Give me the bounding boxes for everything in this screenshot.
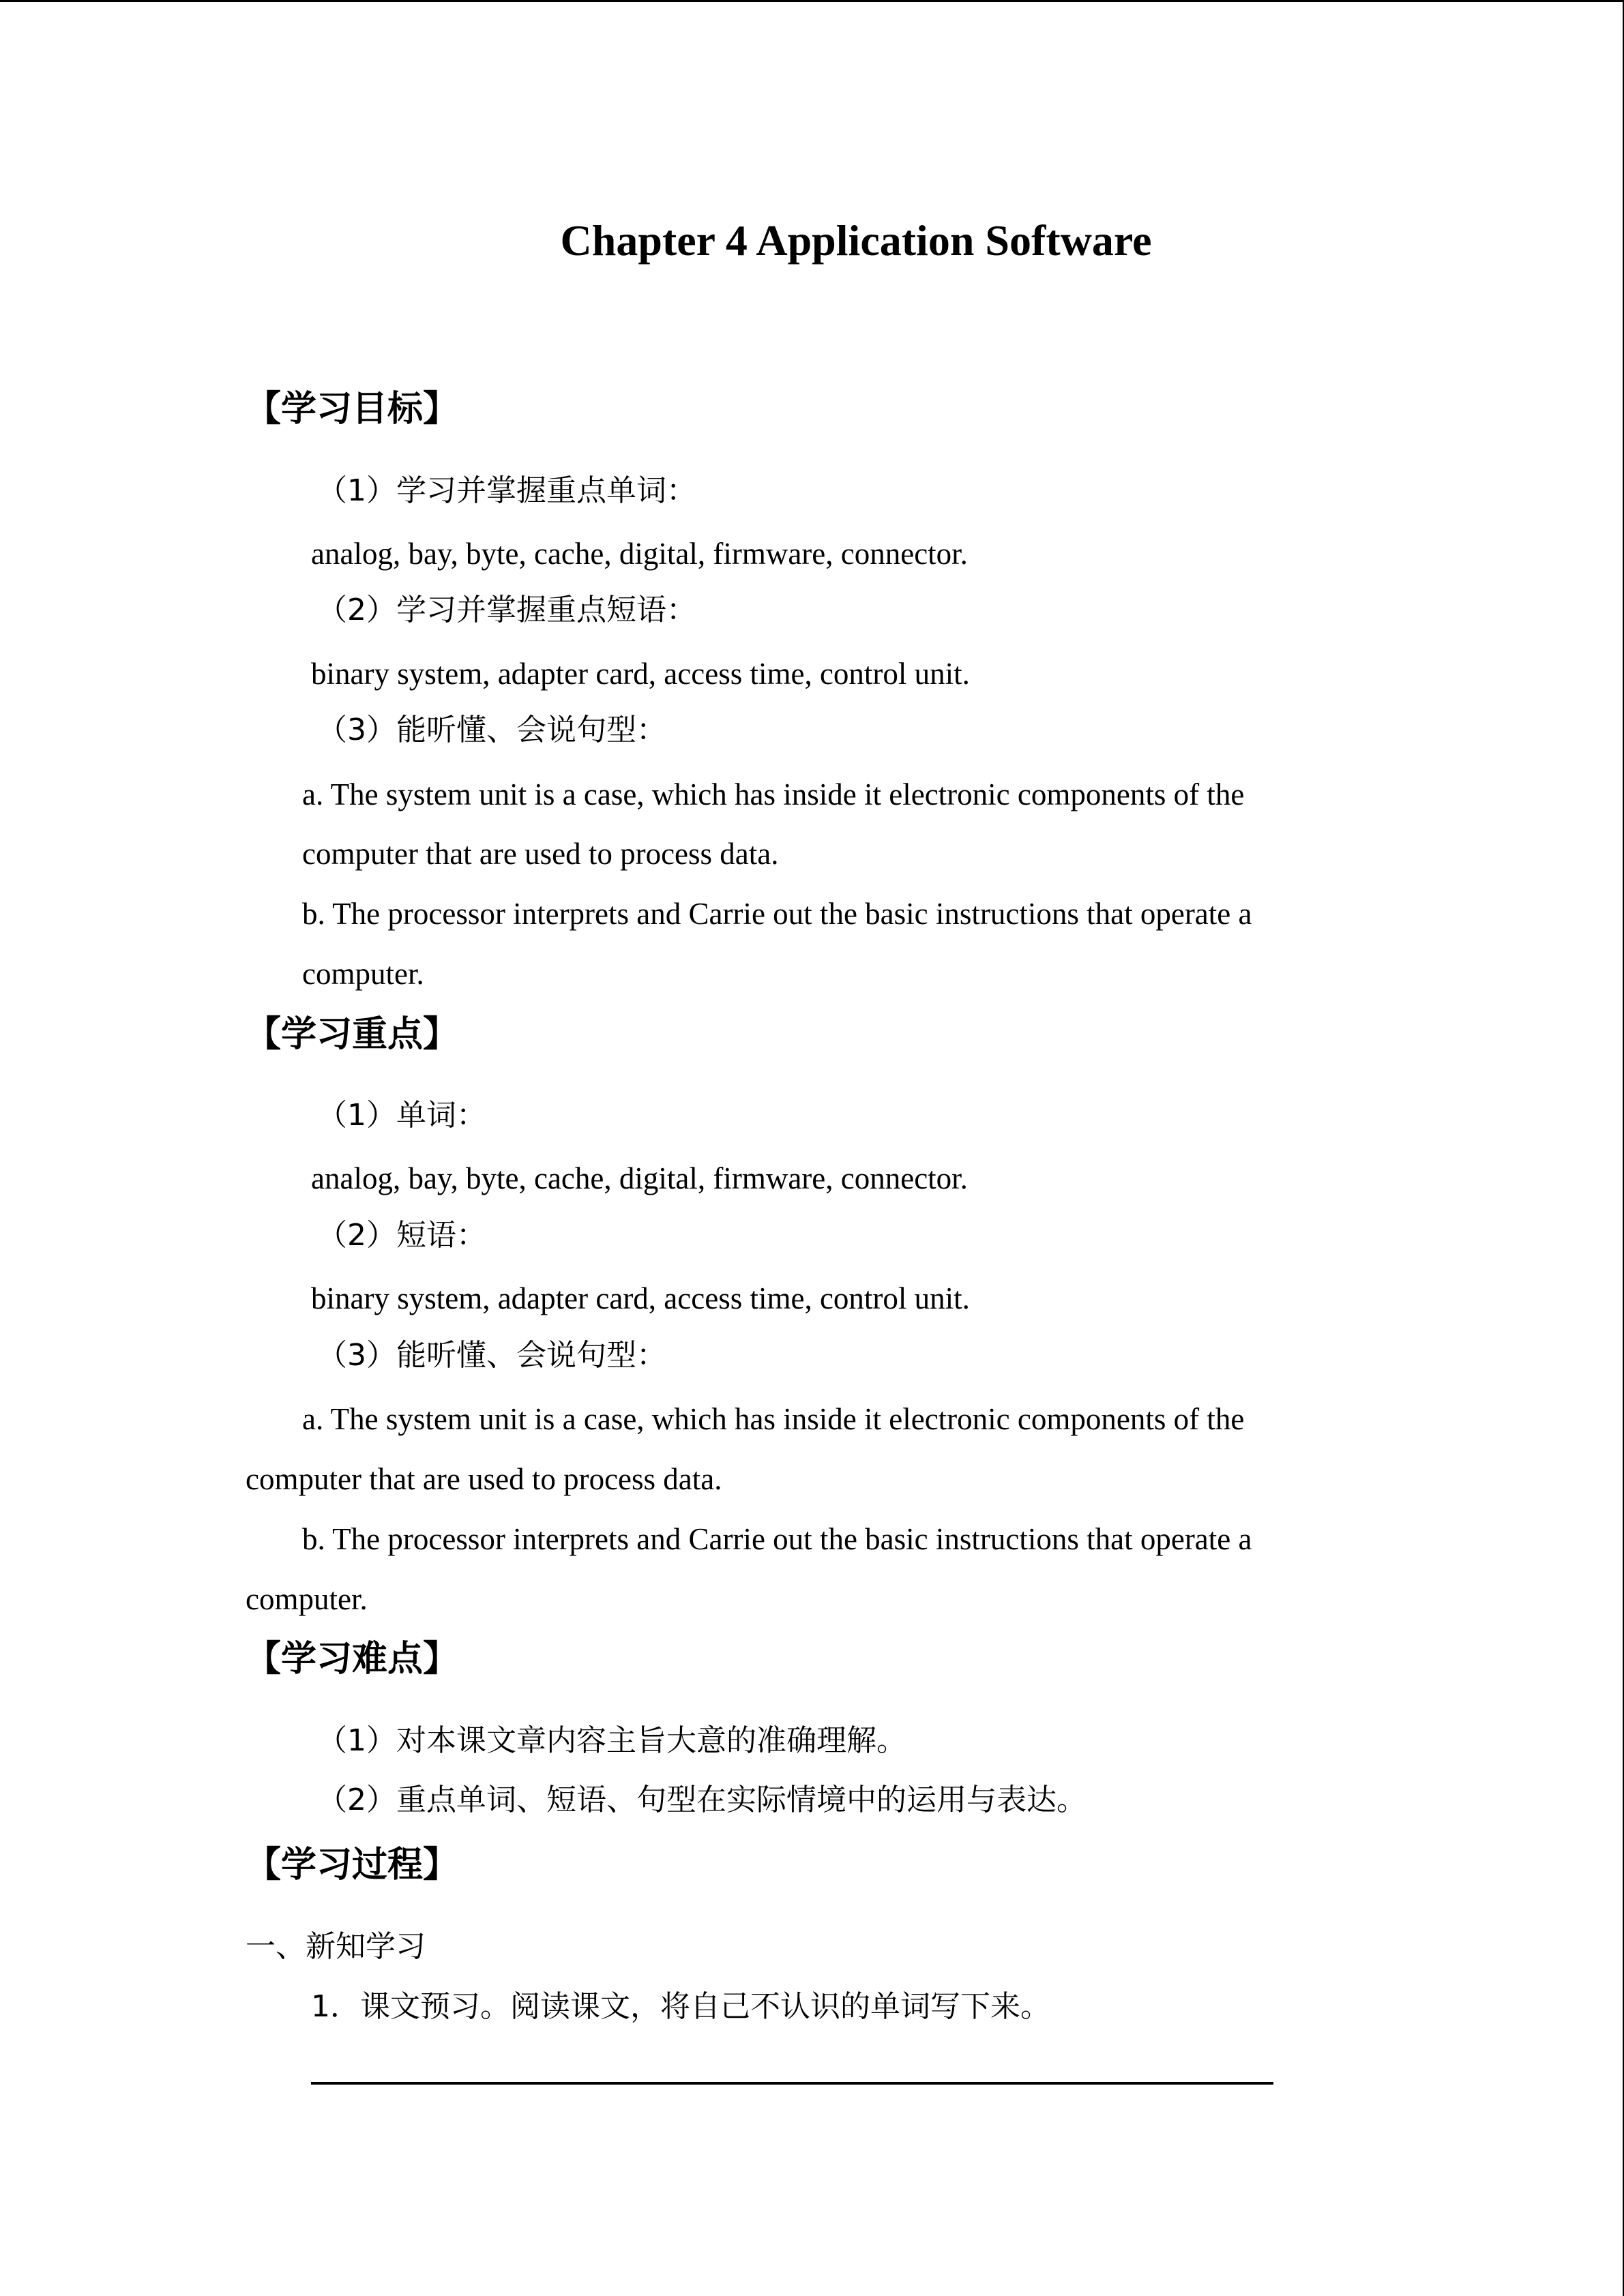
objective-item-2: （2）学习并掌握重点短语： [317,593,696,627]
key-sentence-a-line2: computer that are used to process data. [246,1462,722,1496]
heading-objectives: 【学习目标】 [246,389,459,430]
objective-sentence-a-line1: a. The system unit is a case, which has inside it electronic components of the [302,777,1245,811]
heading-difficulties: 【学习难点】 [246,1639,459,1680]
objective-item-3: （3）能听懂、会说句型： [317,713,666,747]
key-phrases: binary system, adapter card, access time, control unit. [311,1281,970,1315]
key-sentence-b-line2: computer. [246,1582,368,1616]
page-title: Chapter 4 Application Software [560,216,1152,265]
objective-item-1: （1）学习并掌握重点单词： [317,473,696,508]
key-item-2: （2）短语： [317,1218,486,1253]
key-sentence-a-line1: a. The system unit is a case, which has inside it electronic components of the [302,1402,1245,1436]
heading-key-points: 【学习重点】 [246,1014,459,1055]
answer-blank-line[interactable] [311,2082,1273,2085]
objective-words: analog, bay, byte, cache, digital, firmware, connector. [311,537,968,571]
objective-sentence-a-line2: computer that are used to process data. [302,837,779,871]
heading-process: 【学习过程】 [246,1845,459,1885]
page-top-border [0,0,1624,2]
difficulty-item-1: （1）对本课文章内容主旨大意的准确理解。 [317,1723,906,1758]
objective-sentence-b-line2: computer. [302,957,424,991]
key-words: analog, bay, byte, cache, digital, firmware, connector. [311,1161,968,1195]
objective-sentence-b-line1: b. The processor interprets and Carrie out the basic instructions that operate a [302,897,1252,931]
process-step-1: 1．课文预习。阅读课文，将自己不认识的单词写下来。 [311,1989,1050,2024]
objective-phrases: binary system, adapter card, access time, control unit. [311,657,970,691]
key-sentence-b-line1: b. The processor interprets and Carrie out the basic instructions that operate a [302,1522,1252,1556]
difficulty-item-2: （2）重点单词、短语、句型在实际情境中的运用与表达。 [317,1783,1087,1817]
key-item-1: （1）单词： [317,1098,486,1133]
process-part-1: 一、新知学习 [246,1929,426,1964]
key-item-3: （3）能听懂、会说句型： [317,1338,666,1373]
